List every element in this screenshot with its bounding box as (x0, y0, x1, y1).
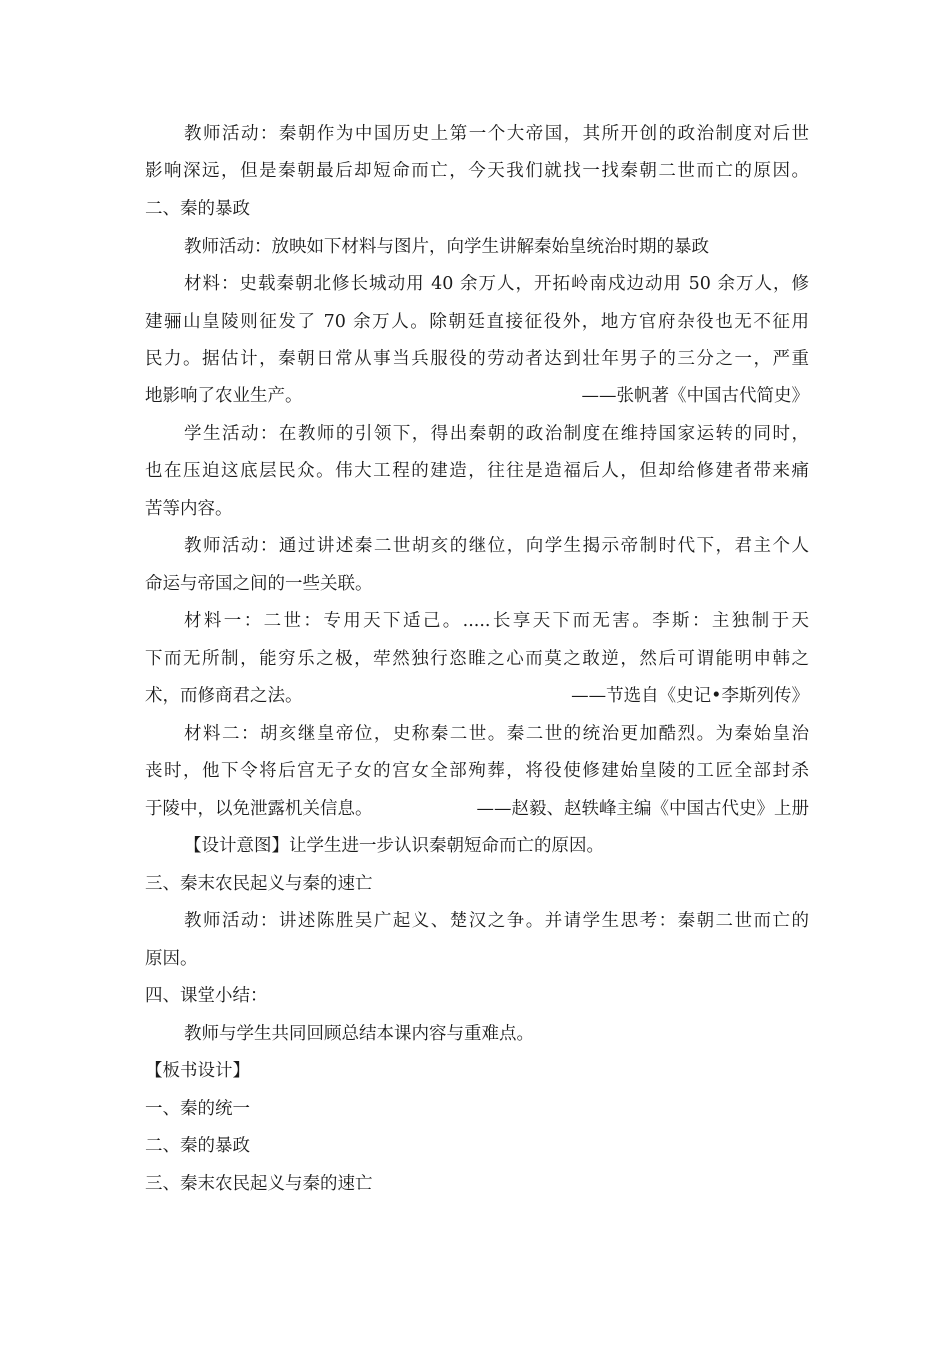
board-item-2: 二、秦的暴政 (145, 1136, 250, 1156)
design-intent: 【设计意图】让学生进一步认识秦朝短命而亡的原因。 (184, 836, 604, 856)
material-line4 (145, 382, 809, 410)
material-one-line2: 下而无所制，能穷乐之极，荦然独行恣睢之心而莫之敢逆，然后可谓能明申韩之 (145, 649, 809, 669)
paragraph-teacher-succession-line2: 命运与帝国之间的一些关联。 (145, 574, 373, 594)
paragraph-student-line2: 也在压迫这底层民众。伟大工程的建造，往往是造福后人，但却给修建者带来痛 (145, 461, 809, 481)
paragraph-summary: 教师与学生共同回顾总结本课内容与重难点。 (184, 1024, 534, 1044)
material-one-line3 (145, 682, 809, 710)
material-two-line1: 材料二：胡亥继皇帝位，史称秦二世。秦二世的统治更加酷烈。为秦始皇治 (184, 724, 809, 744)
material-two-line3 (145, 795, 809, 823)
paragraph-teacher-succession-line1: 教师活动：通过讲述秦二世胡亥的继位，向学生揭示帝制时代下，君主个人 (184, 536, 809, 556)
material-line4-text: 地影响了农业生产。 (145, 386, 303, 406)
board-design-heading: 【板书设计】 (145, 1061, 250, 1081)
paragraph-teacher-uprising-line2: 原因。 (145, 949, 198, 969)
section-heading-summary: 四、课堂小结： (145, 986, 268, 1006)
material-two-citation: ——赵毅、赵轶峰主编《中国古代史》上册 (476, 799, 809, 819)
paragraph-teacher-show-materials: 教师活动：放映如下材料与图片，向学生讲解秦始皇统治时期的暴政 (184, 237, 709, 257)
section-heading-tyranny: 二、秦的暴政 (145, 199, 250, 219)
paragraph-teacher-uprising-line1: 教师活动：讲述陈胜吴广起义、楚汉之争。并请学生思考：秦朝二世而亡的 (184, 911, 809, 931)
material-two-line2: 丧时，他下令将后宫无子女的宫女全部殉葬，将役使修建始皇陵的工匠全部封杀 (145, 761, 809, 781)
material-line2: 建骊山皇陵则征发了 70 余万人。除朝廷直接征役外，地方官府杂役也无不征用 (145, 312, 809, 332)
paragraph-teacher-intro-line1: 教师活动：秦朝作为中国历史上第一个大帝国，其所开创的政治制度对后世 (184, 124, 809, 144)
material-line3: 民力。据估计，秦朝日常从事当兵服役的劳动者达到壮年男子的三分之一，严重 (145, 349, 809, 369)
section-heading-uprising: 三、秦末农民起义与秦的速亡 (145, 874, 373, 894)
board-item-1: 一、秦的统一 (145, 1099, 250, 1119)
material-one-line1: 材料一：二世：专用天下适己。.....长享天下而无害。李斯：主独制于天 (184, 611, 809, 631)
paragraph-student-line1: 学生活动：在教师的引领下，得出秦朝的政治制度在维持国家运转的同时， (184, 424, 809, 444)
paragraph-student-line3: 苦等内容。 (145, 499, 233, 519)
material-one-citation: ——节选自《史记•李斯列传》 (571, 686, 809, 706)
material-line1: 材料：史载秦朝北修长城动用 40 余万人，开拓岭南戍边动用 50 余万人，修 (184, 274, 809, 294)
material-one-line3-text: 术，而修商君之法。 (145, 686, 303, 706)
paragraph-teacher-intro-line2: 影响深远，但是秦朝最后却短命而亡，今天我们就找一找秦朝二世而亡的原因。 (145, 161, 809, 181)
board-item-3: 三、秦末农民起义与秦的速亡 (145, 1174, 373, 1194)
material-citation: ——张帆著《中国古代简史》 (581, 386, 809, 406)
material-two-line3-text: 于陵中，以免泄露机关信息。 (145, 799, 373, 819)
